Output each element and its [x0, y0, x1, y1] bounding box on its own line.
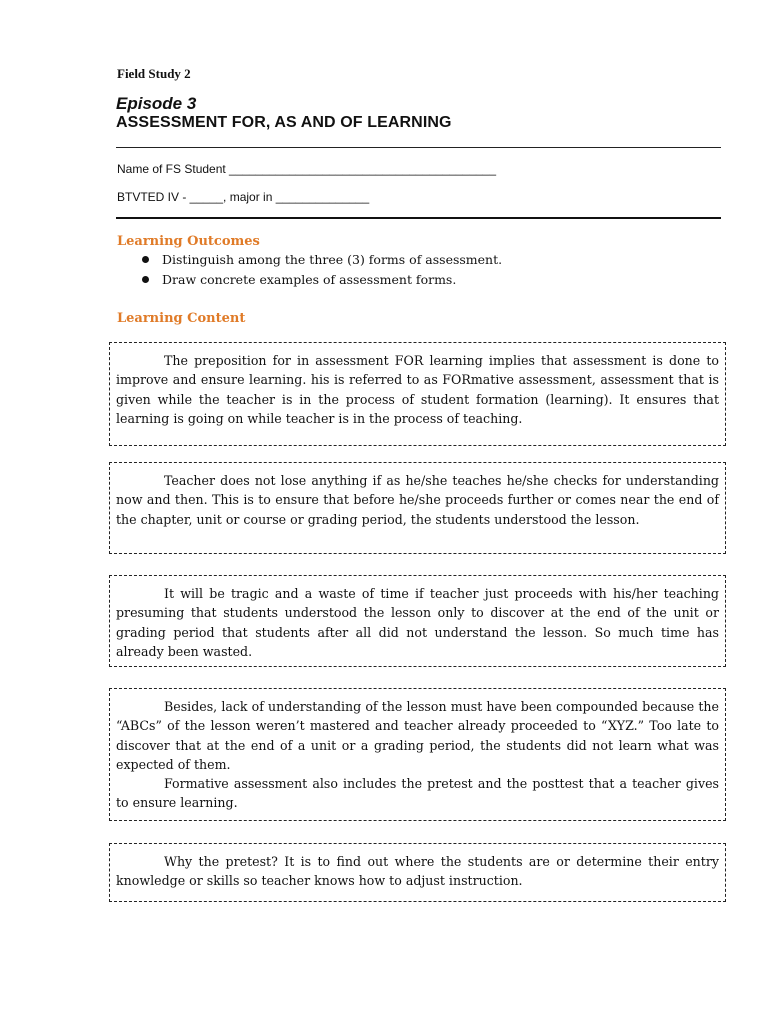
content-box: [109, 843, 726, 902]
content-paragraph: Besides, lack of understanding of the lesson must have been compounded because the “ABCs” of the lesson weren’t mastered and teacher already proceeded to “XYZ.” Too late to discover that at the end of a unit or a grading period, the students did not learn what was expected of them.: [116, 699, 719, 772]
content-paragraph: Why the pretest? It is to find out where the students are or determine their entry knowledge or skills so teacher knows how to adjust instruction.: [116, 854, 719, 889]
list-item: [142, 251, 502, 271]
student-name-field: Name of FS Student ________________________________________: [117, 162, 497, 176]
page-title: ASSESSMENT FOR, AS AND OF LEARNING: [116, 114, 452, 131]
episode-label: Episode 3: [116, 94, 197, 113]
learning-content-heading: Learning Content: [117, 311, 246, 326]
content-paragraph: It will be tragic and a waste of time if teacher just proceeds with his/her teaching presuming that students understood the lesson only to discover at the end of the unit or grading period that students after all did not understand the lesson. So much time has already been wasted.: [116, 586, 719, 659]
content-box: [109, 342, 726, 446]
content-paragraph: Formative assessment also includes the pretest and the posttest that a teacher gives to ensure learning.: [116, 776, 719, 811]
content-box: [109, 575, 726, 667]
program-field: BTVTED IV - _____, major in ______________: [117, 190, 370, 204]
bullet-icon: [142, 256, 149, 263]
form-divider: [116, 217, 721, 219]
bullet-icon: [142, 276, 149, 283]
learning-outcomes-list: [142, 251, 502, 291]
course-label: Field Study 2: [117, 66, 191, 81]
outcome-text: Distinguish among the three (3) forms of assessment.: [162, 252, 503, 267]
header-divider: [116, 147, 721, 148]
learning-outcomes-heading: Learning Outcomes: [117, 234, 260, 249]
content-box: [109, 688, 726, 821]
content-paragraph: The preposition for in assessment FOR learning implies that assessment is done to improve and ensure learning. his is referred to as FORmative assessment, assessment that is given while the teacher is in the process of student formation (learning). It ensures that learning is going on while teacher is in the process of teaching.: [116, 353, 719, 426]
outcome-text: Draw concrete examples of assessment forms.: [162, 272, 457, 287]
content-paragraph: Teacher does not lose anything if as he/she teaches he/she checks for understanding now and then. This is to ensure that before he/she proceeds further or comes near the end of the chapter, unit or course or grading period, the students understood the lesson.: [116, 473, 719, 527]
list-item: [142, 271, 502, 291]
content-box: [109, 462, 726, 554]
